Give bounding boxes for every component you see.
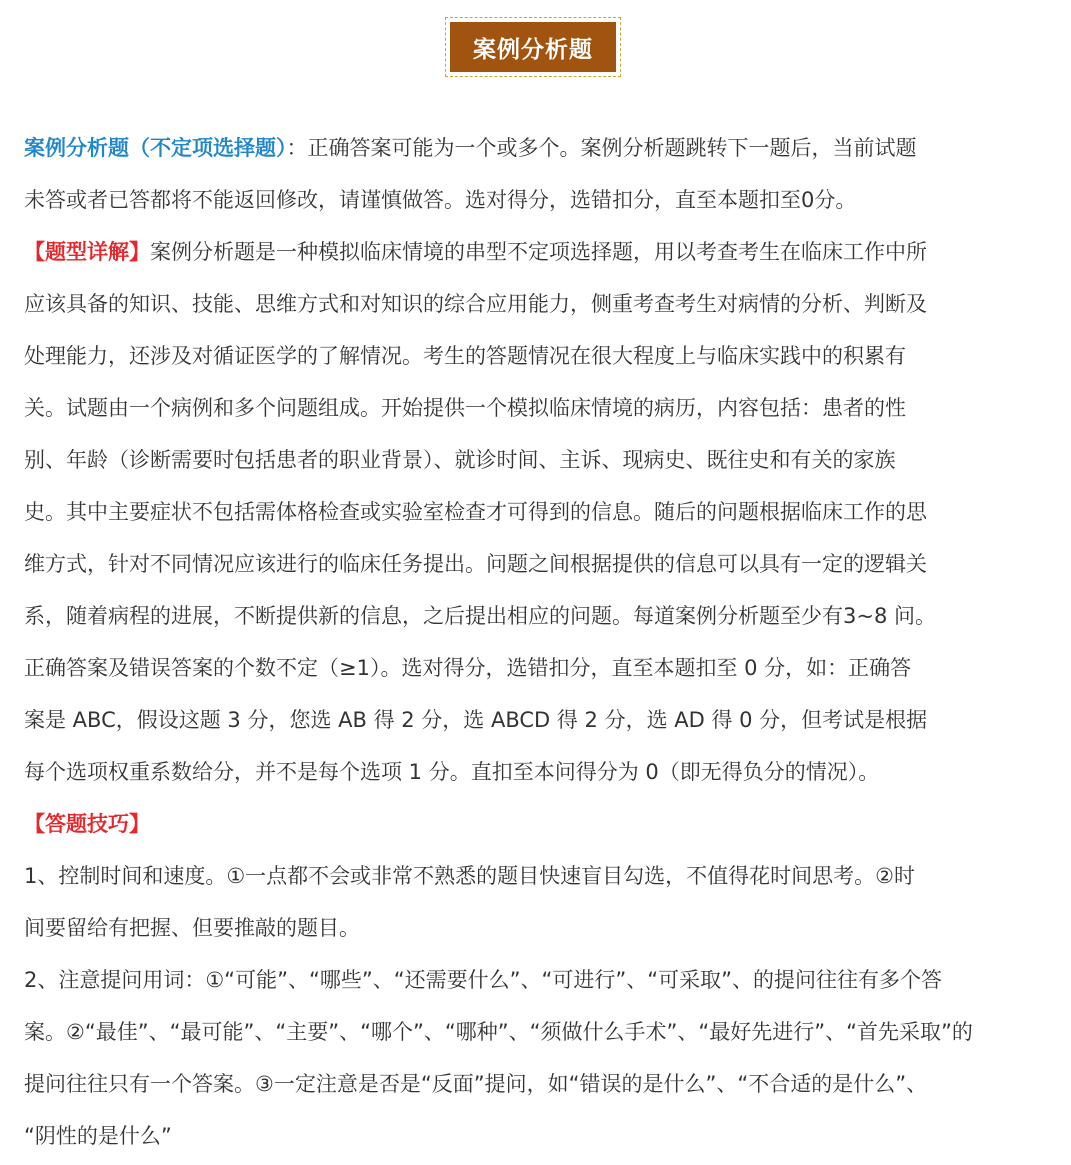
line-text: 2、注意提问用词：①“可能”、“哪些”、“还需要什么”、“可进行”、“可采取”、的提问往往有多个答 (24, 968, 942, 992)
text-line (24, 226, 1049, 278)
text-line (24, 434, 1049, 486)
line-text: 维方式，针对不同情况应该进行的临床任务提出。问题之间根据提供的信息可以具有一定的逻辑关 (24, 552, 927, 576)
text-line (24, 954, 1049, 1006)
line-text: 未答或者已答都将不能返回修改，请谨慎做答。选对得分，选错扣分，直至本题扣至0分。 (24, 188, 857, 212)
highlight-heading-red: 【题型详解】 (24, 240, 150, 264)
line-text: 系，随着病程的进展，不断提供新的信息，之后提出相应的问题。每道案例分析题至少有3~8 问。 (24, 604, 936, 628)
text-line (24, 278, 1049, 330)
text-line (24, 382, 1049, 434)
line-text: 应该具备的知识、技能、思维方式和对知识的综合应用能力，侧重考查考生对病情的分析、判断及 (24, 292, 927, 316)
text-line (24, 174, 1049, 226)
line-text: 别、年龄（诊断需要时包括患者的职业背景）、就诊时间、主诉、现病史、既往史和有关的家族 (24, 448, 896, 472)
line-text: 关。试题由一个病例和多个问题组成。开始提供一个模拟临床情境的病历，内容包括：患者的性 (24, 396, 906, 420)
text-line (24, 122, 1049, 174)
text-line (24, 850, 1049, 902)
line-text: 正确答案及错误答案的个数不定（≥1）。选对得分，选错扣分，直至本题扣至 0 分，如：正确答 (24, 656, 912, 680)
text-line (24, 694, 1049, 746)
line-text: 1、控制时间和速度。①一点都不会或非常不熟悉的题目快速盲目勾选，不值得花时间思考。②时 (24, 864, 916, 888)
title-frame (445, 17, 621, 77)
text-line (24, 1058, 1049, 1110)
section-title: 案例分析题 (450, 22, 616, 72)
highlight-heading-red: 【答题技巧】 (24, 812, 150, 836)
line-text: 每个选项权重系数给分，并不是每个选项 1 分。直扣至本问得分为 0（即无得负分的情况）。 (24, 760, 880, 784)
line-text: 提问往往只有一个答案。③一定注意是否是“反面”提问，如“错误的是什么”、“不合适的是什么”、 (24, 1072, 928, 1096)
text-line (24, 1110, 1049, 1162)
text-line (24, 1006, 1049, 1058)
line-text: 案。②“最佳”、“最可能”、“主要”、“哪个”、“哪种”、“须做什么手术”、“最好先进行”、“首先采取”的 (24, 1020, 973, 1044)
line-text: 史。其中主要症状不包括需体格检查或实验室检查才可得到的信息。随后的问题根据临床工作的思 (24, 500, 927, 524)
text-line (24, 590, 1049, 642)
line-text: 案是 ABC，假设这题 3 分，您选 AB 得 2 分，选 ABCD 得 2 分，选 AD 得 0 分，但考试是根据 (24, 708, 928, 732)
highlight-heading-blue: 案例分析题（不定项选择题） (24, 136, 287, 160)
text-line (24, 902, 1049, 954)
text-line (24, 642, 1049, 694)
text-line (24, 798, 1049, 850)
text-line (24, 746, 1049, 798)
text-line (24, 538, 1049, 590)
line-text: 间要留给有把握、但要推敲的题目。 (24, 916, 360, 940)
line-text: “阴性的是什么” (24, 1124, 172, 1148)
line-text: 案例分析题是一种模拟临床情境的串型不定项选择题，用以考查考生在临床工作中所 (150, 240, 927, 264)
article-body (24, 122, 1049, 1162)
text-line (24, 486, 1049, 538)
line-text: ：正确答案可能为一个或多个。案例分析题跳转下一题后，当前试题 (286, 136, 917, 160)
line-text: 处理能力，还涉及对循证医学的了解情况。考生的答题情况在很大程度上与临床实践中的积累有 (24, 344, 906, 368)
text-line (24, 330, 1049, 382)
